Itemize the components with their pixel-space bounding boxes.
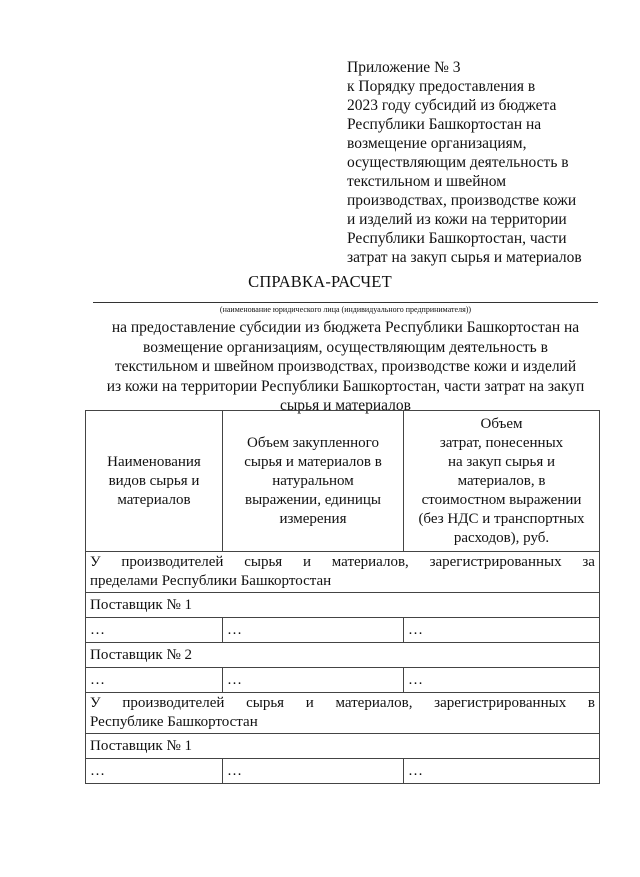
organization-name-caption: (наименование юридического лица (индивидуального предпринимателя))	[219, 305, 472, 314]
supplier-2-row: Поставщик № 2	[86, 643, 600, 668]
table-row	[86, 668, 600, 693]
table-row	[86, 643, 600, 668]
table-row	[86, 734, 600, 759]
appendix-line: Республики Башкортостан на	[347, 116, 542, 133]
appendix-line: осуществляющим деятельность в	[347, 154, 569, 171]
section-line: Республике Башкортостан	[90, 714, 258, 730]
cell-material: …	[86, 668, 223, 693]
appendix-line: возмещение организациям,	[347, 135, 527, 152]
section-word: производителей	[122, 695, 225, 711]
header-volume-natural	[223, 411, 404, 552]
section-word: У	[90, 695, 101, 711]
purpose-line: на предоставление субсидии из бюджета Республики Башкортостан на	[111, 319, 580, 336]
section-word: зарегистрированных	[434, 695, 567, 711]
section-in-bashkortostan	[86, 693, 600, 734]
section-outside-bashkortostan	[86, 552, 600, 593]
section-word: материалов,	[331, 554, 409, 570]
header-text: натуральном	[272, 472, 354, 489]
appendix-line: текстильном и швейном	[347, 173, 507, 190]
header-text: Наименования	[107, 453, 201, 470]
supplier-1-row: Поставщик № 1	[86, 593, 600, 618]
header-text: выражении, единицы	[244, 491, 381, 508]
purpose-line: возмещение организациям, осуществляющим деятельность в	[143, 338, 548, 356]
header-text: затрат, понесенных	[439, 434, 564, 451]
header-costs-value	[404, 411, 600, 552]
document-title: СПРАВКА-РАСЧЕТ	[248, 272, 392, 291]
header-text: материалов	[117, 491, 191, 508]
appendix-line: затрат на закуп сырья и материалов	[347, 249, 582, 266]
cell-volume: …	[223, 759, 404, 784]
header-text: видов сырья и	[108, 472, 200, 489]
header-text: расходов), руб.	[453, 529, 550, 546]
purpose-text	[88, 318, 603, 416]
header-text: Объем закупленного	[247, 434, 379, 451]
cell-cost: …	[404, 759, 600, 784]
appendix-line: Республики Башкортостан, части	[347, 230, 567, 247]
cell-material: …	[86, 618, 223, 643]
table-header-row	[86, 411, 600, 552]
table-row	[86, 618, 600, 643]
organization-name-line	[93, 302, 598, 303]
cell-volume: …	[223, 618, 404, 643]
header-text: сырья и материалов в	[244, 453, 382, 470]
purpose-line: сырья и материалов	[280, 397, 411, 414]
section-word: материалов,	[335, 695, 413, 711]
section-word: сырья	[246, 695, 285, 711]
section-word: сырья	[244, 554, 283, 570]
header-text: на закуп сырья и	[447, 453, 556, 470]
appendix-line: 2023 году субсидий из бюджета	[347, 97, 557, 114]
appendix-note	[347, 58, 607, 267]
section-word: зарегистрированных	[429, 554, 562, 570]
section-word: У	[90, 554, 101, 570]
table-row	[86, 593, 600, 618]
purpose-line: текстильном и швейном производствах, производстве кожи и изделий	[114, 358, 577, 375]
header-text: Объем	[480, 415, 523, 432]
table-row	[86, 693, 600, 734]
section-word: производителей	[121, 554, 224, 570]
header-text: (без НДС и транспортных	[418, 510, 585, 527]
cell-cost: …	[404, 668, 600, 693]
calculation-table	[85, 410, 600, 784]
section-word: в	[587, 695, 595, 711]
appendix-line: Приложение № 3	[347, 59, 461, 76]
section-line: пределами Республики Башкортостан	[90, 573, 332, 589]
header-text: материалов, в	[457, 472, 546, 489]
section-word: за	[582, 554, 595, 570]
header-text: измерения	[279, 510, 347, 527]
purpose-line: из кожи на территории Республики Башкортостан, части затрат на закуп	[106, 377, 585, 395]
table-row	[86, 759, 600, 784]
appendix-line: к Порядку предоставления в	[347, 78, 536, 95]
header-material-names	[86, 411, 223, 552]
cell-cost: …	[404, 618, 600, 643]
table-row	[86, 552, 600, 593]
cell-material: …	[86, 759, 223, 784]
header-text: стоимостном выражении	[421, 491, 582, 508]
section-word: и	[302, 554, 312, 570]
supplier-1-row: Поставщик № 1	[86, 734, 600, 759]
appendix-line: и изделий из кожи на территории	[347, 211, 567, 228]
appendix-line: производствах, производстве кожи	[347, 192, 577, 209]
cell-volume: …	[223, 668, 404, 693]
section-word: и	[305, 695, 314, 711]
